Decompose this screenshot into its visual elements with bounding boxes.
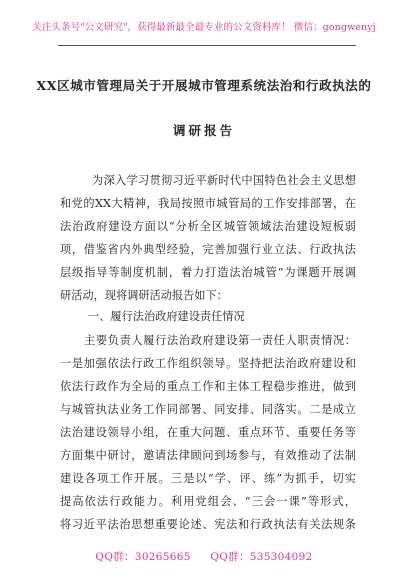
body-line: 法治政府建设方面以“分析全区城管领域法治建设短板弱 [60, 220, 356, 233]
document-title: XX区城市管理局关于开展城市管理系统法治和行政执法的 [36, 78, 372, 93]
footer-qq-group-2: QQ群：535304092 [210, 551, 313, 563]
body-line: 依法行政作为全局的重点工作和主体工程稳步推进，做到 [60, 380, 356, 393]
header-divider [58, 45, 356, 46]
body-line: 法治建设领导小组，在重大问题、重点环节、重要任务等 [60, 426, 356, 439]
footer-qq-group-1: QQ群：30265665 [95, 551, 191, 563]
page-header [0, 0, 408, 48]
document-title-continued: 调研报告 [172, 123, 235, 138]
body-line: 层级指导等制度机制，着力打造法治城管”为课题开展调 [60, 266, 356, 279]
section-heading: 一、履行法治政府建设责任情况 [88, 310, 245, 323]
body-line: 为深入学习贯彻习近平新时代中国特色社会主义思想 [92, 174, 356, 187]
body-line: 提高依法行政能力。利用党组会、“三会一课”等形式， [60, 495, 356, 508]
body-line: 方面集中研讨，邀请法律顾问到场参与，有效推动了法制 [60, 449, 356, 462]
body-line: 研活动，现将调研活动报告如下： [60, 289, 228, 302]
body-line: 和党的XX大精神，我局按照市城管局的工作安排部署，在 [60, 197, 356, 210]
header-promo-text: 关注头条号"公文研究"，获得最新最全最专业的公文资料库！ 微信：gongwenyj [32, 22, 376, 33]
body-line: 主要负责人履行法治政府建设第一责任人职责情况： [84, 334, 356, 347]
body-line: 项，借鉴省内外典型经验，完善加强行业立法、行政执法 [60, 243, 356, 256]
body-line: 一是加强依法行政工作组织领导。坚持把法治政府建设和 [60, 357, 356, 370]
body-line: 建设各项工作开展。三是以“学、评、练”为抓手，切实 [60, 472, 356, 485]
body-line: 与城管执法业务工作同部署、同安排、同落实。二是成立 [60, 403, 356, 416]
page-footer [0, 549, 408, 564]
body-line: 将习近平法治思想重要论述、宪法和行政执法有关法规条 [60, 518, 356, 531]
